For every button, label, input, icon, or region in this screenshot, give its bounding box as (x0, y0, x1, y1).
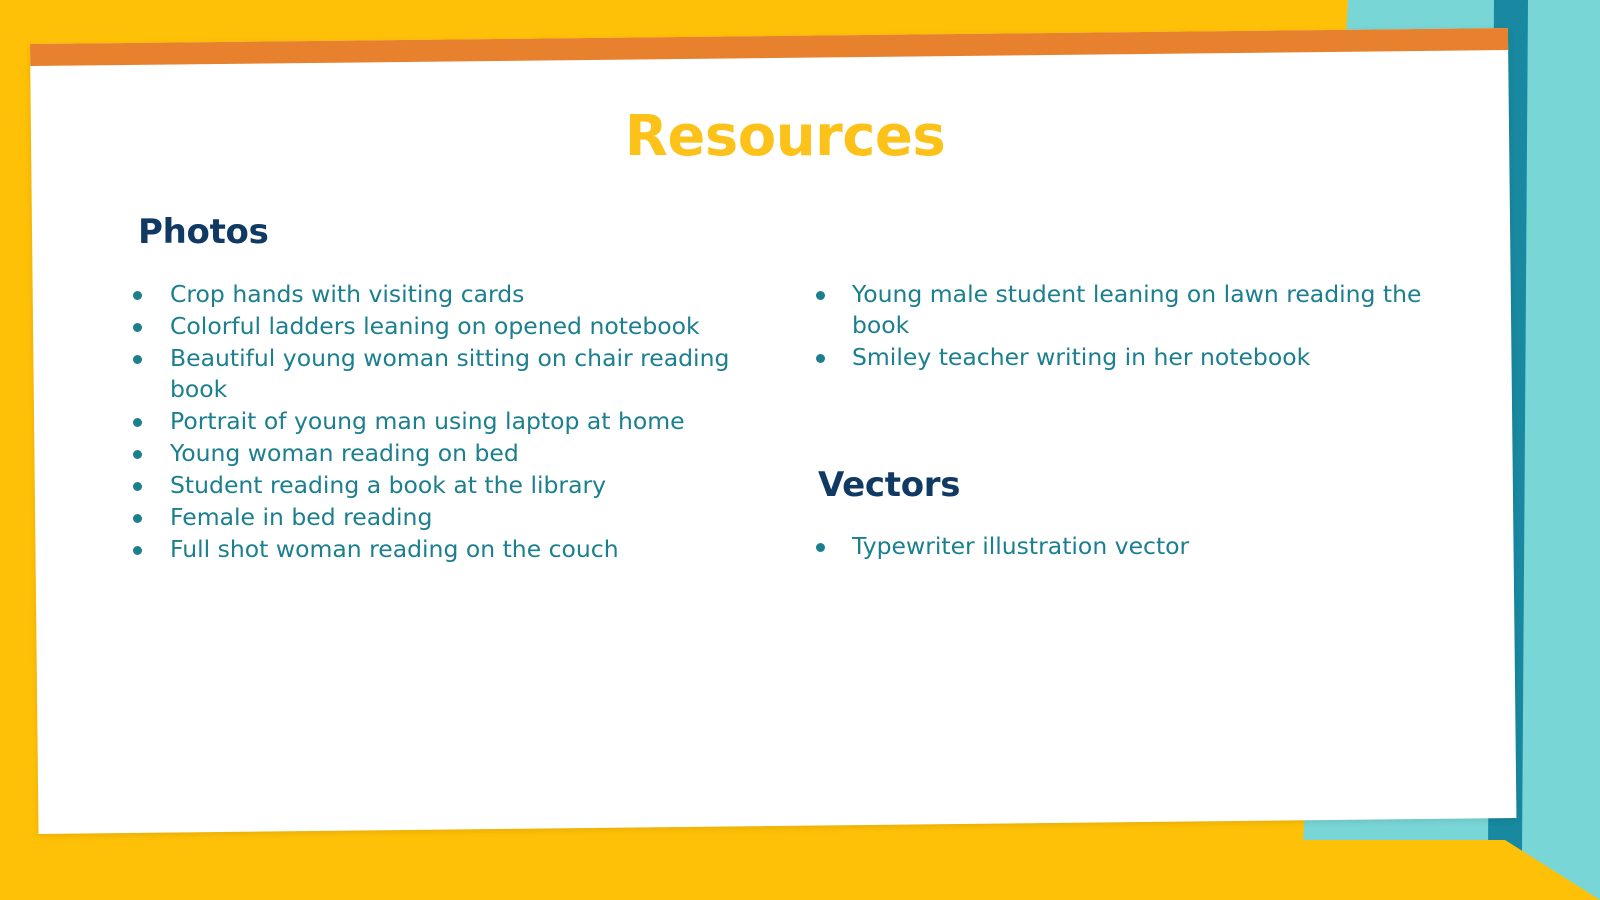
bullet-dot-icon (133, 323, 142, 332)
bullet-dot-icon (133, 355, 142, 364)
list-item-label: Young male student leaning on lawn reading the book (852, 280, 1422, 339)
bullet-dot-icon (816, 354, 825, 363)
list-item (120, 470, 760, 501)
list-item (120, 279, 760, 310)
section-heading-photos: Photos (138, 212, 269, 252)
list-item (120, 343, 760, 405)
list-item-label: Smiley teacher writing in her notebook (852, 343, 1311, 371)
list-item (800, 342, 1440, 373)
list-item-label: Beautiful young woman sitting on chair reading book (170, 344, 730, 403)
vectors-list (800, 531, 1440, 563)
list-item (800, 531, 1440, 562)
list-item-label: Crop hands with visiting cards (170, 280, 525, 308)
section-heading-vectors: Vectors (818, 465, 961, 505)
bullet-dot-icon (133, 514, 142, 523)
list-item-label: Female in bed reading (170, 503, 433, 531)
bullet-dot-icon (133, 482, 142, 491)
list-item-label: Full shot woman reading on the couch (170, 535, 619, 563)
list-item-label: Portrait of young man using laptop at home (170, 407, 685, 435)
list-item-label: Young woman reading on bed (170, 439, 519, 467)
bullet-dot-icon (133, 291, 142, 300)
list-item (120, 406, 760, 437)
list-item-label: Typewriter illustration vector (852, 532, 1190, 560)
page-title: Resources (624, 104, 946, 169)
bullet-dot-icon (133, 546, 142, 555)
list-item (120, 534, 760, 565)
bullet-dot-icon (133, 418, 142, 427)
list-item-label: Student reading a book at the library (170, 471, 607, 499)
list-item (800, 279, 1440, 341)
bullet-dot-icon (816, 291, 825, 300)
list-item-label: Colorful ladders leaning on opened notebook (170, 312, 700, 340)
list-item (120, 311, 760, 342)
list-item (120, 438, 760, 469)
list-item (120, 502, 760, 533)
bullet-dot-icon (816, 543, 825, 552)
bullet-dot-icon (133, 450, 142, 459)
photos-list-right (800, 279, 1440, 374)
photos-list-left (120, 279, 760, 566)
